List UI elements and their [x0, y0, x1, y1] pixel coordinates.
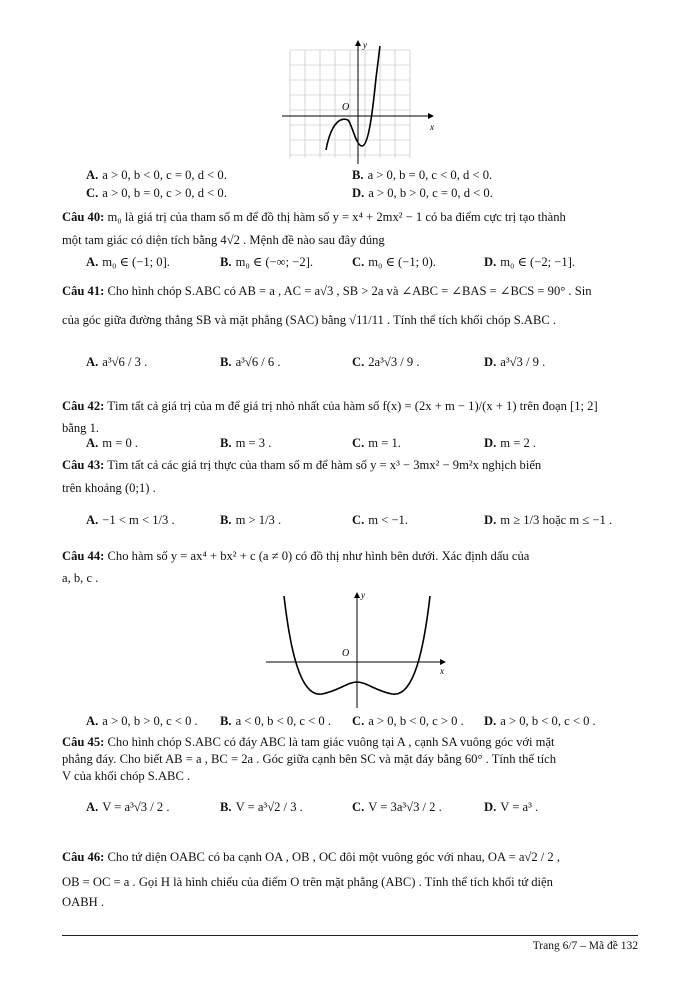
q41-option-c[interactable]: C. 2a³√3 / 9 .	[352, 355, 420, 369]
graph-cubic-x-label: x	[430, 122, 434, 132]
q43-option-d[interactable]: D. m ≥ 1/3 hoặc m ≤ −1 .	[484, 513, 613, 527]
q42-option-b[interactable]: B. m = 3 .	[220, 436, 272, 450]
graph-cubic	[282, 38, 442, 166]
q44-stem-line2: a, b, c .	[62, 571, 99, 585]
q40-option-b[interactable]: B. m₀ ∈ (−∞; −2].	[220, 255, 314, 269]
q45-stem-line1: Câu 45: Cho hình chóp S.ABC có đáy ABC là tam giác vuông tại A , cạnh SA vuông góc với mặt	[62, 735, 555, 749]
q43-stem-line2: trên khoảng (0;1) .	[62, 481, 156, 495]
q45-option-c[interactable]: C. V = 3a³√3 / 2 .	[352, 800, 442, 814]
graph-quartic	[262, 588, 452, 710]
q43-option-a[interactable]: A. −1 < m < 1/3 .	[86, 513, 175, 527]
q40-option-d[interactable]: D. m₀ ∈ (−2; −1].	[484, 255, 576, 269]
q40-option-a[interactable]: A. m₀ ∈ (−1; 0].	[86, 255, 170, 269]
q45-stem-line2: phẳng đáy. Cho biết AB = a , BC = 2a . Góc giữa cạnh bên SC và mặt đáy bằng 60° . Tính thể tích	[62, 752, 557, 766]
q42-option-a[interactable]: A. m = 0 .	[86, 436, 139, 450]
page-footer	[62, 935, 638, 952]
q44-option-b[interactable]: B. a < 0, b < 0, c < 0 .	[220, 714, 332, 728]
q39-option-c[interactable]: C. a > 0, b = 0, c > 0, d < 0.	[86, 186, 227, 200]
q45-option-d[interactable]: D. V = a³ .	[484, 800, 539, 814]
graph-quartic-x-label: x	[440, 666, 444, 676]
q42-option-d[interactable]: D. m = 2 .	[484, 436, 537, 450]
q40-stem-line2: một tam giác có diện tích bằng 4√2 . Mệnh đề nào sau đây đúng	[62, 233, 385, 247]
page-number: Trang 6/7 – Mã đề 132	[532, 940, 638, 952]
graph-cubic-curve	[326, 46, 380, 150]
q46-stem-line1: Câu 46: Cho tứ diện OABC có ba cạnh OA , OB , OC đôi một vuông góc với nhau, OA = a√2 / 2 ,	[62, 850, 561, 864]
q44-stem-line1: Câu 44: Cho hàm số y = ax⁴ + bx² + c (a ≠ 0) có đồ thị như hình bên dưới. Xác định dấu của	[62, 549, 530, 563]
q43-option-c[interactable]: C. m < −1.	[352, 513, 408, 527]
q41-option-d[interactable]: D. a³√3 / 9 .	[484, 355, 546, 369]
q44-option-a[interactable]: A. a > 0, b > 0, c < 0 .	[86, 714, 198, 728]
q46-stem-line3: OABH .	[62, 895, 104, 909]
q42-stem-line2: bằng 1.	[62, 421, 100, 435]
graph-cubic-grid	[290, 50, 410, 158]
q44-option-c[interactable]: C. a > 0, b < 0, c > 0 .	[352, 714, 464, 728]
graph-cubic-y-label: y	[363, 40, 367, 50]
q42-stem-line1: Câu 42: Tìm tất cả giá trị của m để giá trị nhỏ nhất của hàm số f(x) = (2x + m − 1)/(x + 1) trên đoạn [1; 2]	[62, 399, 598, 413]
q43-stem-line1: Câu 43: Tìm tất cả các giá trị thực của tham số m để hàm số y = x³ − 3mx² − 9m²x nghịch biến	[62, 458, 542, 472]
q41-option-a[interactable]: A. a³√6 / 3 .	[86, 355, 148, 369]
q45-stem-line3: V của khối chóp S.ABC .	[62, 769, 191, 783]
q39-option-d[interactable]: D. a > 0, b > 0, c = 0, d < 0.	[352, 186, 493, 200]
q43-option-b[interactable]: B. m > 1/3 .	[220, 513, 282, 527]
q39-option-b[interactable]: B. a > 0, b = 0, c < 0, d < 0.	[352, 168, 493, 182]
q40-stem-line1: Câu 40: m₀ là giá trị của tham số m để đồ thị hàm số y = x⁴ + 2mx² − 1 có ba điểm cực trị tạo thành	[62, 210, 566, 224]
q42-option-c[interactable]: C. m = 1.	[352, 436, 401, 450]
q41-stem-line2: của góc giữa đường thẳng SB và mặt phẳng (SAC) bằng √11/11 . Tính thể tích khối chóp S.ABC .	[62, 313, 557, 327]
q40-option-c[interactable]: C. m₀ ∈ (−1; 0).	[352, 255, 436, 269]
graph-quartic-y-label: y	[361, 590, 365, 600]
q39-option-a[interactable]: A. a > 0, b < 0, c = 0, d < 0.	[86, 168, 227, 182]
q45-option-b[interactable]: B. V = a³√2 / 3 .	[220, 800, 303, 814]
q44-option-d[interactable]: D. a > 0, b < 0, c < 0 .	[484, 714, 596, 728]
q41-option-b[interactable]: B. a³√6 / 6 .	[220, 355, 281, 369]
graph-quartic-origin-label: O	[342, 648, 350, 659]
q41-stem-line1: Câu 41: Cho hình chóp S.ABC có AB = a , AC = a√3 , SB > 2a và ∠ABC = ∠BAS = ∠BCS = 90° . Sin	[62, 284, 592, 298]
q46-stem-line2: OB = OC = a . Gọi H là hình chiếu của điểm O trên mặt phẳng (ABC) . Tính thể tích khối tứ diện	[62, 875, 553, 889]
q45-option-a[interactable]: A. V = a³√3 / 2 .	[86, 800, 170, 814]
graph-cubic-origin-label: O	[342, 102, 350, 113]
